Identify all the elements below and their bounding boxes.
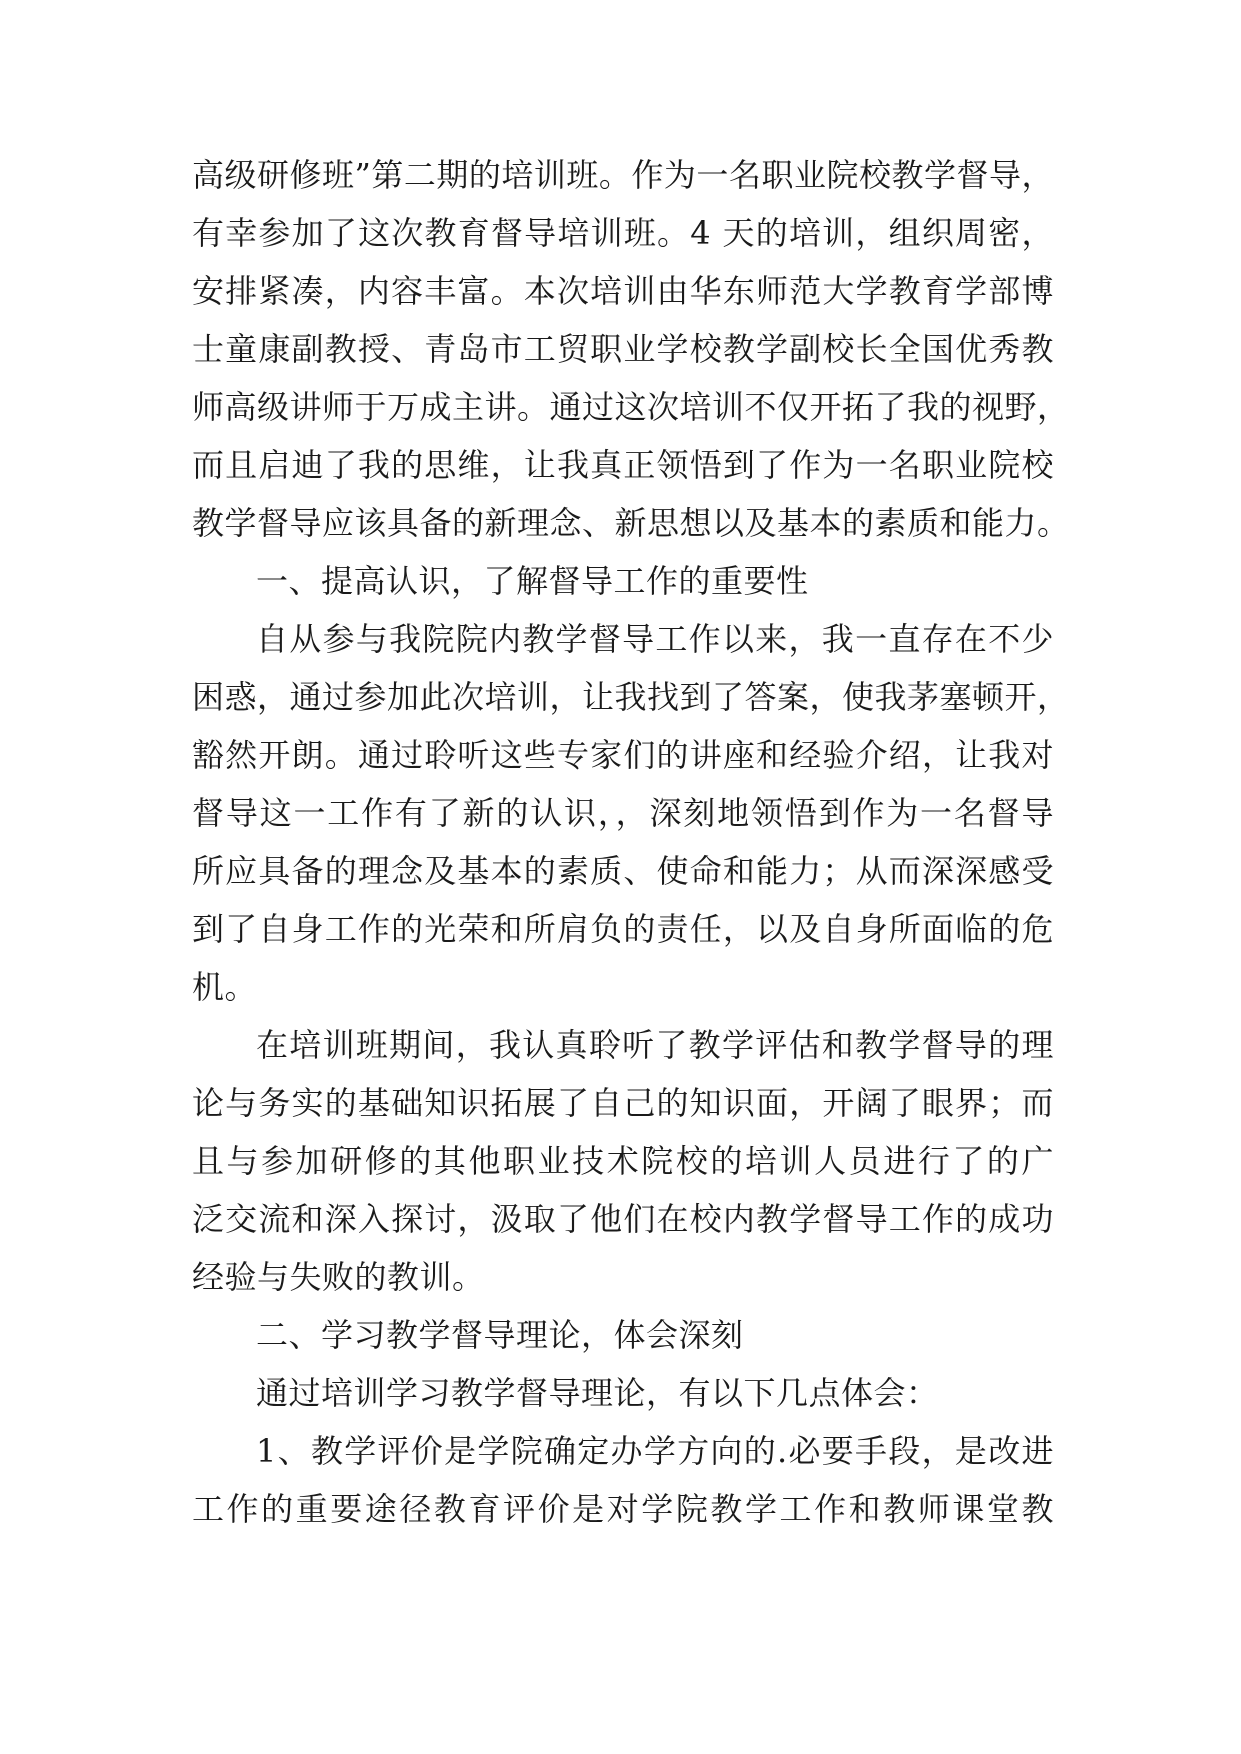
text-line: 困惑，通过参加此次培训，让我找到了答案，使我茅塞顿开， (192, 678, 1070, 716)
text-line: 士童康副教授、青岛市工贸职业学校教学副校长全国优秀教 (192, 330, 1054, 368)
text-line: 泛交流和深入探讨，汲取了他们在校内教学督导工作的成功 (192, 1200, 1054, 1238)
text-line: 经验与失败的教训。 (192, 1258, 485, 1296)
text-line: 有幸参加了这次教育督导培训班。4 天的培训，组织周密， (192, 214, 1054, 252)
text-line: 机。 (192, 968, 258, 1006)
paragraph-first-line: 自从参与我院院内教学督导工作以来，我一直存在不少 (256, 620, 1054, 658)
text-line: 所应具备的理念及基本的素质、使命和能力；从而深深感受 (192, 852, 1054, 890)
paragraph-first-line: 在培训班期间，我认真聆听了教学评估和教学督导的理 (256, 1026, 1054, 1064)
text-line: 而且启迪了我的思维，让我真正领悟到了作为一名职业院校 (192, 446, 1054, 484)
text-line: 论与务实的基础知识拓展了自己的知识面，开阔了眼界；而 (192, 1084, 1054, 1122)
text-line: 安排紧凑，内容丰富。本次培训由华东师范大学教育学部博 (192, 272, 1054, 310)
text-line: 且与参加研修的其他职业技术院校的培训人员进行了的广 (192, 1142, 1054, 1180)
text-line: 豁然开朗。通过聆听这些专家们的讲座和经验介绍，让我对 (192, 736, 1054, 774)
text-line: 师高级讲师于万成主讲。通过这次培训不仅开拓了我的视野， (192, 388, 1070, 426)
paragraph-first-line: 通过培训学习教学督导理论，有以下几点体会： (256, 1374, 939, 1412)
text-line: 工作的重要途径教育评价是对学院教学工作和教师课堂教 (192, 1490, 1054, 1528)
text-line: 高级研修班”第二期的培训班。作为一名职业院校教学督导， (192, 156, 1054, 194)
section-heading: 一、提高认识，了解督导工作的重要性 (256, 562, 809, 600)
section-heading: 二、学习教学督导理论，体会深刻 (256, 1316, 744, 1354)
paragraph-first-line: 1、教学评价是学院确定办学方向的.必要手段，是改进 (256, 1432, 1054, 1470)
document-body (192, 146, 1070, 1538)
text-line: 督导这一工作有了新的认识，，深刻地领悟到作为一名督导 (192, 794, 1054, 832)
text-line: 到了自身工作的光荣和所肩负的责任，以及自身所面临的危 (192, 910, 1054, 948)
text-line: 教学督导应该具备的新理念、新思想以及基本的素质和能力。 (192, 504, 1070, 542)
